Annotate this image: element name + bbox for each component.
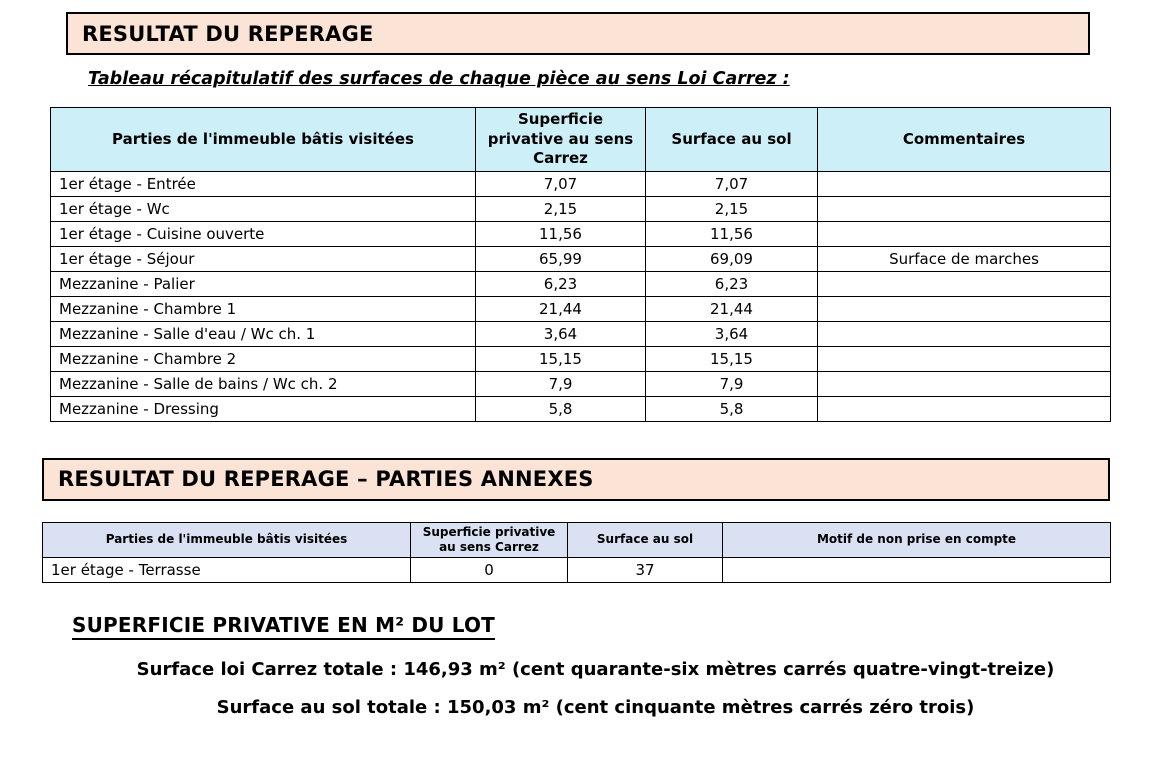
cell-commentaire [818, 221, 1111, 246]
table-header-row [43, 522, 1111, 557]
total-carrez-line: Surface loi Carrez totale : 146,93 m² (cent quarante-six mètres carrés quatre-vingt-treize) [136, 658, 1055, 680]
cell-commentaire [818, 196, 1111, 221]
cell-piece: Mezzanine - Palier [51, 271, 476, 296]
table-row [51, 371, 1111, 396]
col-header-parties: Parties de l'immeuble bâtis visitées [43, 522, 411, 557]
cell-piece: 1er étage - Cuisine ouverte [51, 221, 476, 246]
col-header-surface-sol: Surface au sol [568, 522, 723, 557]
cell-sol: 11,56 [646, 221, 818, 246]
table-row [51, 171, 1111, 196]
summary-title-text: SUPERFICIE PRIVATIVE EN M² DU LOT [72, 613, 495, 640]
cell-carrez: 5,8 [476, 396, 646, 421]
summary-title [72, 613, 1151, 640]
table-header-row [51, 108, 1111, 172]
section-title: RESULTAT DU REPERAGE [82, 21, 374, 46]
table-row [51, 346, 1111, 371]
cell-piece: Mezzanine - Dressing [51, 396, 476, 421]
cell-carrez: 65,99 [476, 246, 646, 271]
col-header-motif: Motif de non prise en compte [723, 522, 1111, 557]
cell-motif [723, 557, 1111, 582]
cell-sol: 5,8 [646, 396, 818, 421]
cell-piece: 1er étage - Terrasse [43, 557, 411, 582]
cell-sol: 69,09 [646, 246, 818, 271]
cell-sol: 37 [568, 557, 723, 582]
total-sol-line: Surface au sol totale : 150,03 m² (cent cinquante mètres carrés zéro trois) [216, 696, 975, 718]
cell-sol: 3,64 [646, 321, 818, 346]
cell-carrez: 2,15 [476, 196, 646, 221]
cell-piece: Mezzanine - Chambre 1 [51, 296, 476, 321]
cell-commentaire [818, 321, 1111, 346]
cell-carrez: 3,64 [476, 321, 646, 346]
cell-piece: 1er étage - Wc [51, 196, 476, 221]
summary-lines [40, 659, 1151, 718]
col-header-surface-sol: Surface au sol [646, 108, 818, 172]
cell-sol: 21,44 [646, 296, 818, 321]
cell-sol: 7,9 [646, 371, 818, 396]
cell-carrez: 7,9 [476, 371, 646, 396]
table-row [43, 557, 1111, 582]
cell-commentaire [818, 396, 1111, 421]
table-row [51, 296, 1111, 321]
cell-piece: Mezzanine - Chambre 2 [51, 346, 476, 371]
cell-commentaire [818, 346, 1111, 371]
col-header-superficie-carrez: Superficie privative au sens Carrez [411, 522, 568, 557]
cell-commentaire [818, 371, 1111, 396]
cell-piece: 1er étage - Séjour [51, 246, 476, 271]
col-header-superficie-carrez: Superficie privative au sens Carrez [476, 108, 646, 172]
section-title: RESULTAT DU REPERAGE – PARTIES ANNEXES [58, 467, 594, 491]
annexes-table [42, 522, 1111, 583]
cell-commentaire: Surface de marches [818, 246, 1111, 271]
table-row [51, 396, 1111, 421]
table-row [51, 271, 1111, 296]
cell-piece: 1er étage - Entrée [51, 171, 476, 196]
cell-carrez: 0 [411, 557, 568, 582]
cell-carrez: 15,15 [476, 346, 646, 371]
cell-carrez: 6,23 [476, 271, 646, 296]
table-row [51, 321, 1111, 346]
section-header-parties-annexes [42, 458, 1110, 501]
cell-commentaire [818, 171, 1111, 196]
cell-sol: 6,23 [646, 271, 818, 296]
cell-piece: Mezzanine - Salle d'eau / Wc ch. 1 [51, 321, 476, 346]
table-row [51, 221, 1111, 246]
col-header-parties: Parties de l'immeuble bâtis visitées [51, 108, 476, 172]
cell-commentaire [818, 271, 1111, 296]
col-header-commentaires: Commentaires [818, 108, 1111, 172]
cell-piece: Mezzanine - Salle de bains / Wc ch. 2 [51, 371, 476, 396]
cell-carrez: 7,07 [476, 171, 646, 196]
cell-carrez: 11,56 [476, 221, 646, 246]
cell-sol: 7,07 [646, 171, 818, 196]
cell-sol: 2,15 [646, 196, 818, 221]
section-header-resultat-reperage [66, 12, 1090, 55]
table-subtitle: Tableau récapitulatif des surfaces de chaque pièce au sens Loi Carrez : [88, 69, 790, 89]
table-row [51, 196, 1111, 221]
cell-carrez: 21,44 [476, 296, 646, 321]
cell-commentaire [818, 296, 1111, 321]
cell-sol: 15,15 [646, 346, 818, 371]
table-row [51, 246, 1111, 271]
surfaces-table [50, 107, 1111, 422]
